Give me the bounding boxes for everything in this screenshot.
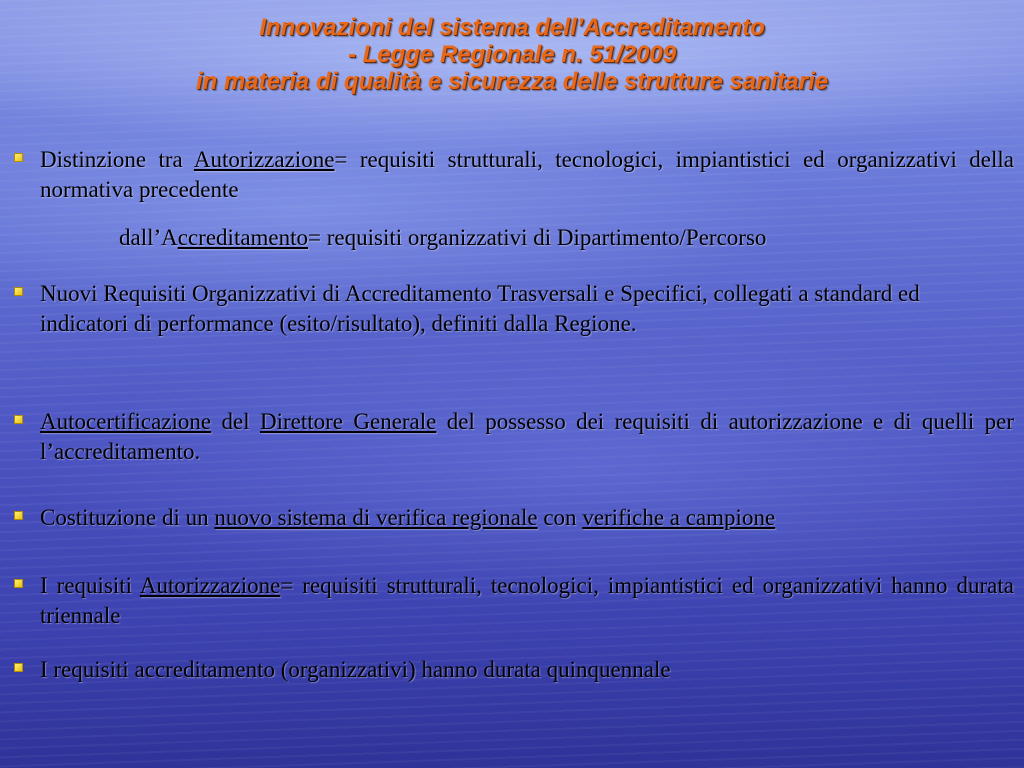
square-bullet-icon [14,415,23,424]
bullet-text-4 [40,503,1014,533]
bullet-1-prefix: Distinzione tra [40,147,194,172]
bullet-1-sub-rest: = requisiti organizzativi di Dipartimento/Percorso [308,225,767,250]
slide-title [0,14,1024,95]
bullet-item-3 [14,407,1014,467]
bullet-4-mid: con [537,505,583,530]
square-bullet-icon [14,287,23,296]
bullet-3-term: Autocertificazione [40,409,212,434]
bullet-5-rest: = requisiti strutturali, tecnologici, impiantistici ed organizzativi hanno durata triennale [40,573,1014,628]
title-line-3: in materia di qualità e sicurezza delle strutture sanitarie [195,68,829,95]
bullet-5-prefix: I requisiti [40,573,140,598]
bullet-1-sub-term: ccreditamento [177,225,309,250]
bullet-4-term2: verifiche a campione [582,505,776,530]
title-line-1: Innovazioni del sistema dell’Accreditamento [259,14,765,41]
bullet-1-sub-prefix: dall’A [119,225,178,250]
bullet-text-3 [40,407,1014,467]
bullet-text-2: Nuovi Requisiti Organizzativi di Accreditamento Trasversali e Specifici, collegati a standard ed indicatori di performance (esito/risultato), definiti dalla Regione. [40,281,920,336]
bullet-4-term: nuovo sistema di verifica regionale [214,505,538,530]
bullet-text-6: I requisiti accreditamento (organizzativi) hanno durata quinquennale [40,657,671,682]
bullet-3-term2: Direttore Generale [259,409,437,434]
bullet-item-6 [14,655,1014,685]
bullet-item-1 [14,145,1015,250]
square-bullet-icon [14,579,23,588]
bullet-item-5 [14,571,1014,631]
square-bullet-icon [14,511,23,520]
bullet-3-rest: del possesso dei requisiti di autorizzazione e di quelli per l’accreditamento. [40,409,1014,464]
title-line-2: - Legge Regionale n. 51/2009 [347,41,677,68]
bullet-3-mid: del [211,409,260,434]
bullet-1-subline [119,223,766,253]
bullet-item-2 [14,279,1014,339]
square-bullet-icon [14,153,23,162]
bullet-item-4 [14,503,1014,533]
bullet-5-term: Autorizzazione [139,573,281,598]
bullet-4-prefix: Costituzione di un [40,505,215,530]
bullet-1-term: Autorizzazione [193,147,335,172]
square-bullet-icon [14,663,23,672]
bullet-text-5 [40,571,1014,631]
bullet-1-rest: = requisiti strutturali, tecnologici, impiantistici ed organizzativi della normativa precedente [40,147,1015,202]
bullet-text-1 [40,145,1014,205]
